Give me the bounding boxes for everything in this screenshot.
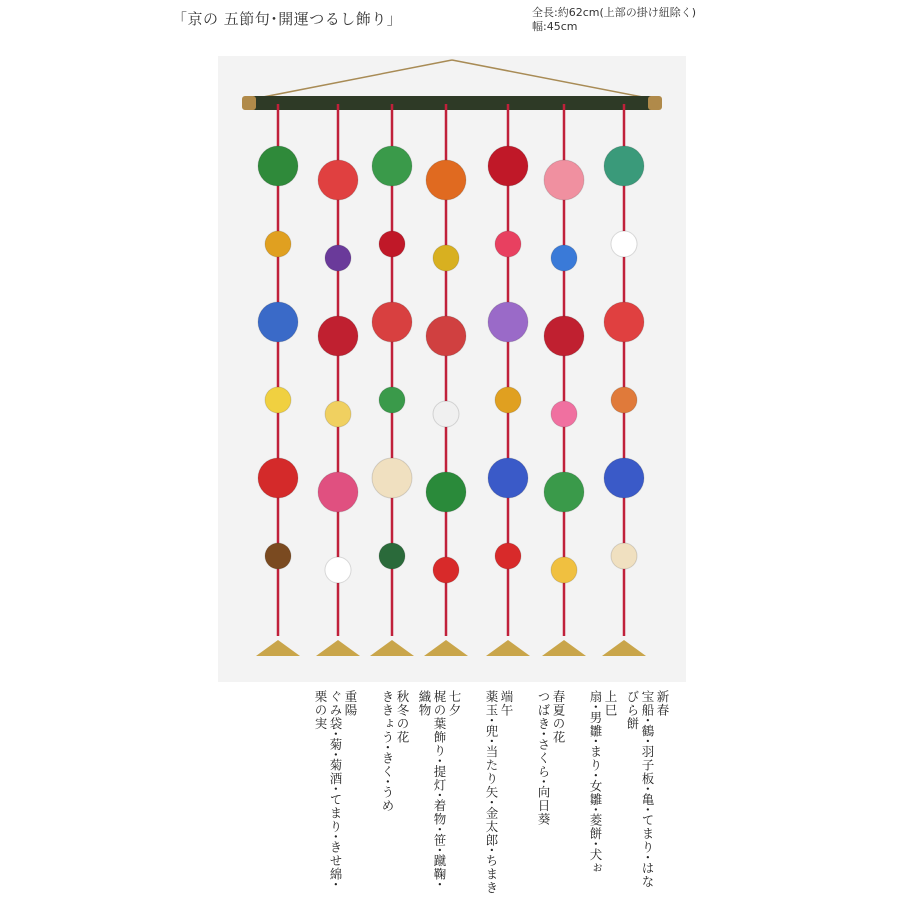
hanging-ornament-illustration xyxy=(218,56,686,682)
tassel-weight xyxy=(316,640,360,656)
season-captions xyxy=(250,690,670,895)
fabric-ornament xyxy=(379,543,405,569)
caption-column xyxy=(536,690,566,826)
fabric-ornament xyxy=(544,472,584,512)
dimension-length: 全長:約62cm(上部の掛け紐除く) xyxy=(532,6,697,19)
caption-column xyxy=(588,690,618,875)
fabric-ornament xyxy=(611,231,637,257)
caption-items: ぐみ袋･菊･菊酒･てまり･きせ綿･栗の実 xyxy=(313,690,343,889)
fabric-ornament xyxy=(551,401,577,427)
fabric-ornament xyxy=(379,231,405,257)
bamboo-rod xyxy=(242,96,662,110)
fabric-ornament xyxy=(495,387,521,413)
caption-season: 上巳 xyxy=(603,690,618,717)
fabric-ornament xyxy=(433,401,459,427)
ornament-strand xyxy=(370,104,414,656)
caption-column xyxy=(313,690,358,895)
fabric-ornament xyxy=(372,146,412,186)
caption-season: 七夕 xyxy=(447,690,462,717)
ornament-strand xyxy=(424,104,468,656)
fabric-ornament xyxy=(379,387,405,413)
fabric-ornament xyxy=(265,387,291,413)
product-photo xyxy=(218,56,686,682)
caption-items: 宝船･鶴･羽子板･亀･てまり･はなびら餅 xyxy=(625,690,655,889)
fabric-ornament xyxy=(265,543,291,569)
fabric-ornament xyxy=(372,302,412,342)
fabric-ornament xyxy=(318,316,358,356)
ornament-strand xyxy=(486,104,530,656)
fabric-ornament xyxy=(495,231,521,257)
ornament-strands xyxy=(256,104,646,656)
tassel-weight xyxy=(424,640,468,656)
fabric-ornament xyxy=(544,160,584,200)
caption-season: 春夏の花 xyxy=(551,690,566,744)
caption-season: 重陽 xyxy=(343,690,358,717)
fabric-ornament xyxy=(426,316,466,356)
fabric-ornament xyxy=(604,458,644,498)
tassel-weight xyxy=(256,640,300,656)
fabric-ornament xyxy=(488,146,528,186)
ornament-strand xyxy=(316,104,360,656)
caption-items: つばき･さくら･向日葵 xyxy=(536,690,551,827)
fabric-ornament xyxy=(551,557,577,583)
caption-season: 端午 xyxy=(499,690,514,717)
fabric-ornament xyxy=(604,302,644,342)
fabric-ornament xyxy=(325,557,351,583)
dimensions-info xyxy=(532,6,696,34)
rod-cap-left xyxy=(242,96,256,110)
fabric-ornament xyxy=(426,160,466,200)
caption-season: 新春 xyxy=(655,690,670,717)
fabric-ornament xyxy=(426,472,466,512)
fabric-ornament xyxy=(488,302,528,342)
fabric-ornament xyxy=(325,401,351,427)
fabric-ornament xyxy=(258,458,298,498)
caption-season: 秋冬の花 xyxy=(395,690,410,744)
caption-column xyxy=(484,690,514,895)
tassel-weight xyxy=(486,640,530,656)
caption-items: 薬玉･兜･当たり矢･金太郎･ちまき xyxy=(484,690,499,895)
caption-items: ききょう･きく･うめ xyxy=(380,690,395,813)
fabric-ornament xyxy=(433,245,459,271)
fabric-ornament xyxy=(488,458,528,498)
fabric-ornament xyxy=(611,387,637,413)
fabric-ornament xyxy=(318,472,358,512)
fabric-ornament xyxy=(495,543,521,569)
fabric-ornament xyxy=(372,458,412,498)
caption-column xyxy=(417,690,462,895)
fabric-ornament xyxy=(318,160,358,200)
fabric-ornament xyxy=(258,146,298,186)
fabric-ornament xyxy=(604,146,644,186)
fabric-ornament xyxy=(258,302,298,342)
caption-column xyxy=(380,690,410,813)
fabric-ornament xyxy=(265,231,291,257)
fabric-ornament xyxy=(551,245,577,271)
hanging-string-left xyxy=(248,60,452,100)
tassel-weight xyxy=(602,640,646,656)
dimension-width: 幅:45cm xyxy=(532,20,578,33)
fabric-ornament xyxy=(544,316,584,356)
fabric-ornament xyxy=(433,557,459,583)
tassel-weight xyxy=(370,640,414,656)
ornament-strand xyxy=(542,104,586,656)
rod-cap-right xyxy=(648,96,662,110)
caption-items: 扇･男雛･まり･女雛･菱餅･犬ぉ xyxy=(588,690,603,875)
ornament-strand xyxy=(256,104,300,656)
fabric-ornament xyxy=(325,245,351,271)
page-title: 「京の 五節句･開運つるし飾り」 xyxy=(172,10,403,28)
ornament-strand xyxy=(602,104,646,656)
tassel-weight xyxy=(542,640,586,656)
caption-column xyxy=(625,690,670,895)
caption-items: 梶の葉飾り･提灯･着物･笹･蹴鞠･織物 xyxy=(417,690,447,889)
fabric-ornament xyxy=(611,543,637,569)
hanging-string-right xyxy=(452,60,658,100)
